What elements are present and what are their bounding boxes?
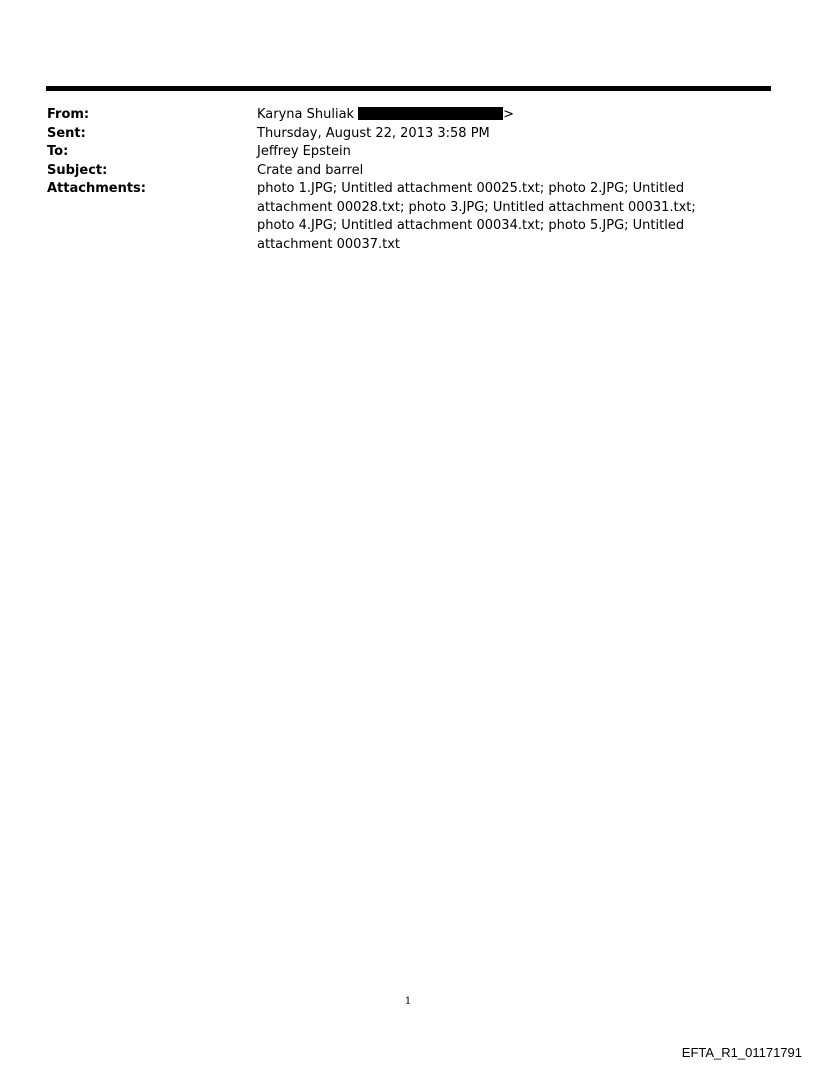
from-value bbox=[257, 106, 737, 125]
subject-value: Crate and barrel bbox=[257, 162, 364, 178]
to-label: To: bbox=[47, 144, 69, 159]
sent-value: Thursday, August 22, 2013 3:58 PM bbox=[257, 125, 490, 141]
redacted-email bbox=[354, 106, 514, 125]
from-label: From: bbox=[47, 107, 90, 122]
subject-label: Subject: bbox=[47, 162, 108, 178]
subject-row bbox=[47, 162, 747, 181]
email-header bbox=[47, 106, 747, 254]
sent-label: Sent: bbox=[47, 125, 86, 141]
document-id: EFTA_R1_01171791 bbox=[681, 1045, 802, 1060]
page-number: 1 bbox=[404, 996, 412, 1007]
redaction-bar bbox=[358, 107, 503, 120]
header-divider bbox=[46, 86, 771, 91]
email-closing-bracket: > bbox=[503, 107, 514, 122]
attachments-value: photo 1.JPG; Untitled attachment 00025.txt; photo 2.JPG; Untitled attachment 00028.txt; photo 3.JPG; Untitled attachment 00031.txt; photo 4.JPG; Untitled attachment 00034.txt; photo 5.JPG; Untitled attachment 00037.txt bbox=[257, 181, 696, 252]
from-row bbox=[47, 106, 747, 125]
sent-row bbox=[47, 125, 747, 144]
sender-name: Karyna Shuliak bbox=[257, 107, 355, 122]
attachments-row bbox=[47, 180, 747, 254]
to-row bbox=[47, 143, 747, 162]
attachments-label: Attachments: bbox=[47, 181, 146, 196]
to-value: Jeffrey Epstein bbox=[257, 144, 351, 159]
